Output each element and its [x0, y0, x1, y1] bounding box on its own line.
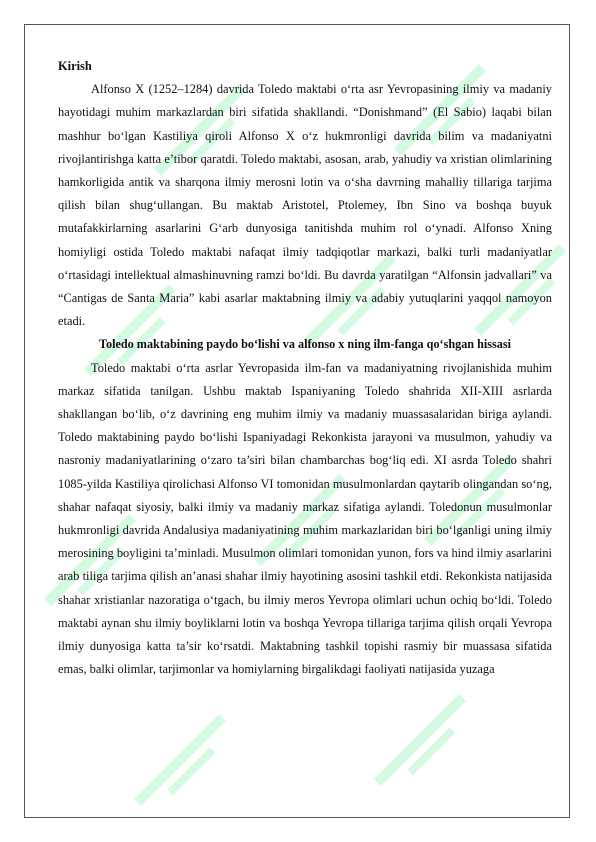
intro-paragraph: Alfonso X (1252–1284) davrida Toledo maktabi o‘rta asr Yevropasining ilmiy va madaniy hayotidagi muhim markazlardan biri sifatida shakllandi. “Donishmand” (El Sabio) laqabi bilan mashhur bo‘lgan Kastiliya qiroli Alfonso X o‘z hukmronligi davrida bilim va madaniyatni rivojlantirishga katta e’tibor qaratdi. Toledo maktabi, asosan, arab, yahudiy va xristian olimlarining hamkorligida antik va sharqona ilmiy merosni lotin va o‘sha davrning mahalliy tillariga tarjima qilish bilan shug‘ullangan. Bu maktab Aristotel, Ptolemey, Ibn Sino va boshqa buyuk mutafakkirlarning asarlarini G‘arb dunyosiga tanitishda muhim rol o‘ynadi. Alfonso Xning homiyligi ostida Toledo maktabi nafaqat ilmiy tadqiqotlar markazi, balki turli madaniyatlar o‘rtasidagi intellektual almashinuvning ramzi bo‘ldi. Bu davrda yaratilgan “Alfonsin jadvallari” va “Cantigas de Santa Maria” kabi asarlar maktabning ilmiy va adabiy yutuqlarini yaqqol namoyon etadi.: [58, 82, 552, 329]
section-paragraph: Toledo maktabi o‘rta asrlar Yevropasida ilm-fan va madaniyatning rivojlanishida muhim markaz sifatida tanilgan. Ushbu maktab Ispaniyaning Toledo shahrida XII-XIII asrlarda shakllangan bo‘lib, o‘z davrining eng muhim ilmiy va madaniy muassasalaridan biriga aylandi. Toledo maktabining paydo bo‘lishi Ispaniyadagi Rekonkista jarayoni va musulmon, yahudiy va nasroniy madaniyatlarining o‘zaro ta’siri bilan chambarchas bog‘liq edi. XI asrda Toledo shahri 1085-yilda Kastiliya qirolichasi Alfonso VI tomonidan musulmonlardan qaytarib olingandan so‘ng, shahar nafaqat siyosiy, balki ilmiy va madaniy markaz sifatiga aylandi. Toledonun musulmonlar hukmronligi davrida Andalusiya madaniyatining muhim markazlaridan biri bo‘lganligi uning ilmiy merosining boyligini ta’minladi. Musulmon olimlari tomonidan yunon, fors va hind ilmiy asarlarini arab tiliga tarjima qilish an’anasi shahar ilmiy hayotining asosini tashkil etdi. Rekonkista natijasida shahar xristianlar nazoratiga o‘tgach, bu ilmiy meros Yevropa olimlari uchun ochiq bo‘ldi. Toledo maktabi aynan shu ilmiy boyliklarni lotin va boshqa Yevropa tillariga tarjima qilish orqali Yevropa ilmiy dunyosiga katta ta’sir ko‘rsatdi. Maktabning tashkil topishi rasmiy bir muassasa sifatida emas, balki olimlar, tarjimonlar va homiylarning birgalikdagi faoliyati natijasida yuzaga: [58, 360, 552, 677]
heading-kirish: Kirish: [58, 59, 92, 73]
section-title: Toledo maktabining paydo bo‘lishi va alfonso x ning ilm-fanga qo‘shgan hissasi: [98, 337, 512, 352]
document-body: [58, 55, 552, 681]
